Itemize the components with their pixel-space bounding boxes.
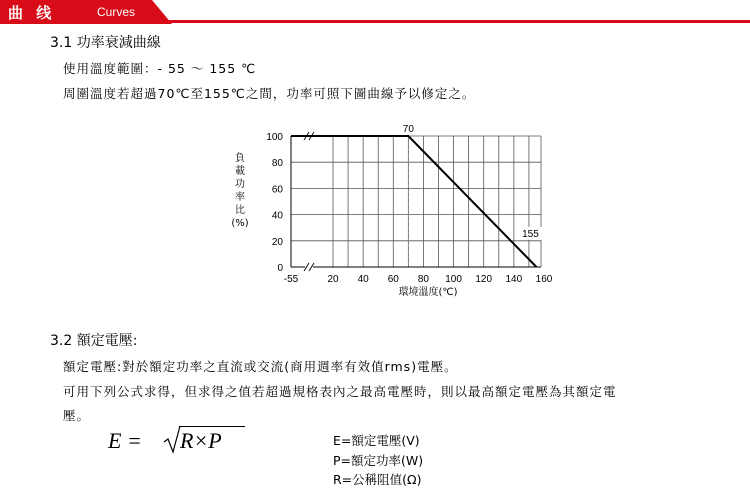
section2-heading: 3.2 額定電壓: [50,333,138,349]
chart-xlabel: 環境溫度(℃) [398,287,458,298]
definition-e: E=額定電壓(V) [333,433,420,448]
y-tick-label: 0 [277,263,283,274]
x-tick-label: 40 [357,274,369,285]
derating-chart [228,116,553,306]
x-tick-label: 120 [475,274,493,285]
y-tick-label: 80 [271,158,283,170]
derating-curve [291,136,536,267]
ylabel-char: 負 [235,153,245,164]
x-tick-label: 160 [535,274,553,285]
annotation-label: 70 [402,124,414,135]
x-tick-label: 100 [445,274,462,285]
section1-temp-range: 使用溫度範圍：- 55 ～ 155 ℃ [63,61,257,76]
section1-derating-note: 周圍溫度若超過70℃至155℃之間，功率可照下圖曲線予以修定之。 [63,86,476,101]
section2-line1: 額定電壓:對於額定功率之直流或交流(商用週率有效值rms)電壓。 [63,359,458,374]
definition-p: P=額定功率(W) [333,453,424,468]
voltage-formula [108,428,222,454]
y-tick-label: 60 [271,184,283,196]
sqrt-icon [162,424,182,454]
x-tick-label: -55 [283,274,299,285]
section1-heading: 3.1 功率衰減曲線 [50,35,161,51]
header-title-zh: 曲 线 [8,4,56,22]
section-header [0,0,750,24]
ylabel-char: (%) [231,218,249,229]
y-tick-label: 40 [271,210,283,222]
annotation-label: 155 [522,228,539,240]
section2-line2: 可用下列公式求得，但求得之值若超過規格表內之最高電壓時，則以最高額定電壓為其額定電 [63,384,617,399]
ylabel-char: 比 [235,205,245,216]
x-tick-label: 20 [327,274,339,285]
ylabel-char: 率 [235,192,245,203]
sqrt-bar [179,426,245,427]
y-tick-label: 100 [266,132,283,143]
y-tick-label: 20 [271,236,283,248]
formula-rhs: R×P [180,428,222,453]
ylabel-char: 載 [235,166,245,177]
x-tick-label: 80 [417,274,429,285]
definition-r: R=公稱阻值(Ω) [333,472,422,487]
header-title-en: Curves [97,5,136,19]
x-tick-label: 140 [505,274,523,285]
x-tick-label: 60 [387,274,399,285]
section2-line3: 壓。 [63,408,91,423]
formula-lhs: E = [108,428,142,453]
ylabel-char: 功 [235,179,245,190]
